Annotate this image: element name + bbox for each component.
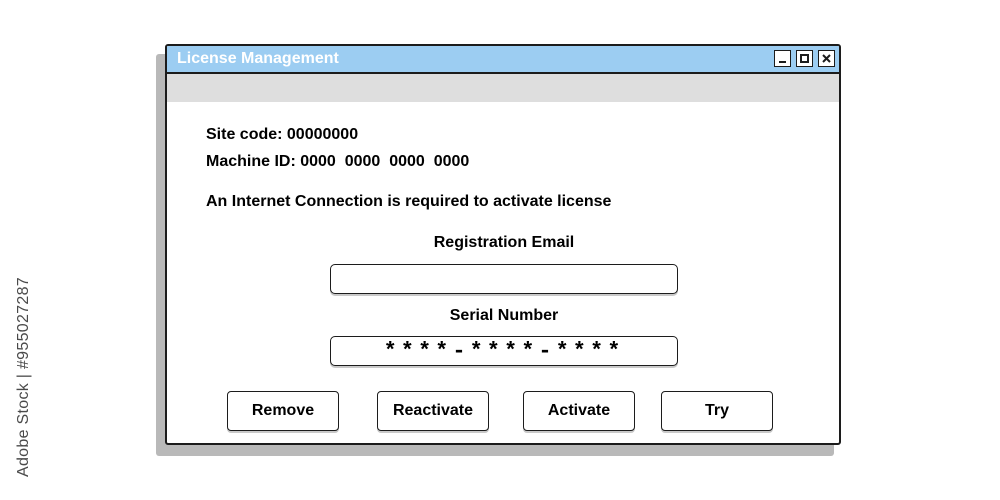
- menu-bar: [167, 74, 839, 102]
- machine-id: Machine ID: 0000 0000 0000 0000: [206, 153, 470, 170]
- title-bar[interactable]: [167, 46, 839, 74]
- watermark-text: Adobe Stock | #955027287: [15, 277, 32, 477]
- remove-button[interactable]: Remove: [227, 391, 339, 431]
- license-window: [165, 44, 841, 445]
- maximize-button[interactable]: [796, 50, 813, 67]
- email-label: Registration Email: [433, 234, 575, 251]
- serial-number-input[interactable]: [330, 336, 678, 366]
- watermark: [4, 262, 44, 492]
- window-title: License Management: [177, 50, 339, 67]
- activate-button[interactable]: Activate: [523, 391, 635, 431]
- internet-notice: An Internet Connection is required to activate license: [206, 193, 612, 210]
- maximize-icon: [799, 53, 810, 64]
- close-button[interactable]: [818, 50, 835, 67]
- close-icon: [821, 53, 832, 64]
- reactivate-button[interactable]: Reactivate: [377, 391, 489, 431]
- email-input[interactable]: [330, 264, 678, 294]
- site-code: Site code: 00000000: [206, 126, 359, 143]
- minimize-button[interactable]: [774, 50, 791, 67]
- serial-label: Serial Number: [449, 307, 559, 324]
- minimize-icon: [777, 53, 788, 64]
- try-button[interactable]: Try: [661, 391, 773, 431]
